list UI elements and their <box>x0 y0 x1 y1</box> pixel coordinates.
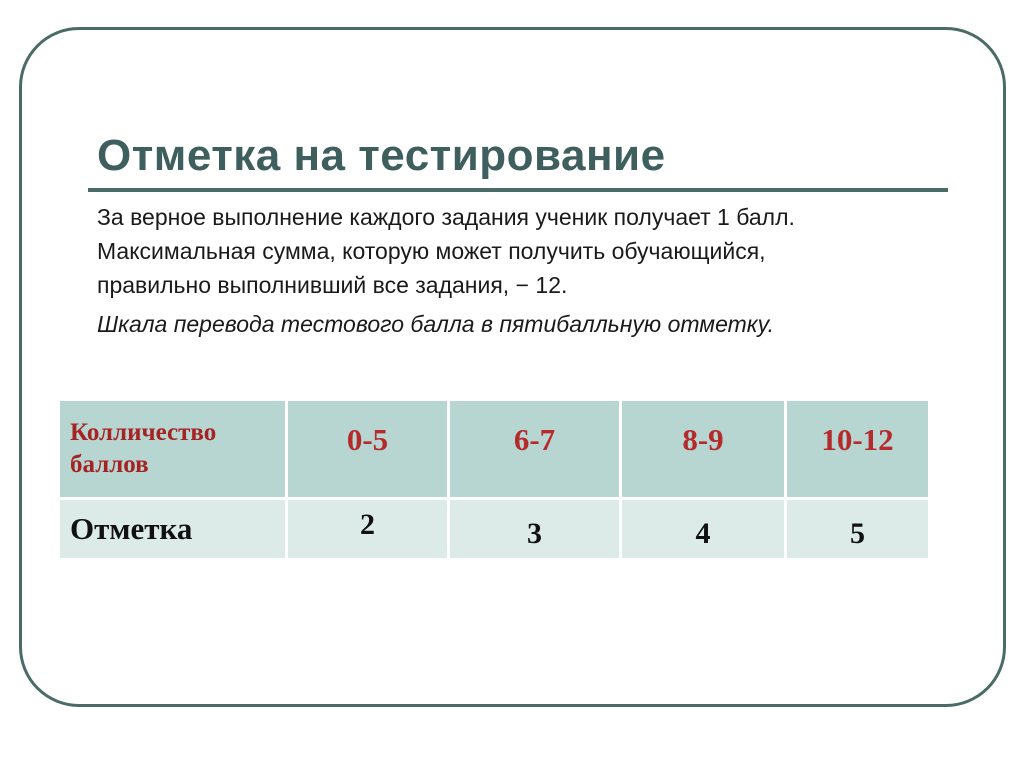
scale-caption: Шкала перевода тестового балла в пятибалльную отметку. <box>97 311 774 337</box>
points-count-label-line2: баллов <box>70 451 149 478</box>
grade-cell: 4 <box>621 499 786 560</box>
range-cell: 0-5 <box>287 400 449 499</box>
slide-body-text <box>97 200 957 302</box>
range-cell: 8-9 <box>621 400 786 499</box>
grade-cell: 2 <box>287 499 449 560</box>
points-count-label <box>59 400 287 499</box>
grade-label: Отметка <box>59 499 287 560</box>
table-grade-row <box>59 499 930 560</box>
score-conversion-table <box>57 398 931 561</box>
range-cell: 6-7 <box>449 400 621 499</box>
grade-cell: 5 <box>786 499 930 560</box>
points-count-label-line1: Колличество <box>70 419 217 446</box>
grade-cell: 3 <box>449 499 621 560</box>
table-header-row <box>59 400 930 499</box>
body-line-2: Максимальная сумма, которую может получить обучающийся, <box>97 238 766 264</box>
body-line-3: правильно выполнивший все задания, − 12. <box>97 272 568 298</box>
slide-title: Отметка на тестирование <box>97 131 666 180</box>
range-cell: 10-12 <box>786 400 930 499</box>
title-divider <box>88 188 948 192</box>
body-line-1: За верное выполнение каждого задания ученик получает 1 балл. <box>97 204 795 230</box>
